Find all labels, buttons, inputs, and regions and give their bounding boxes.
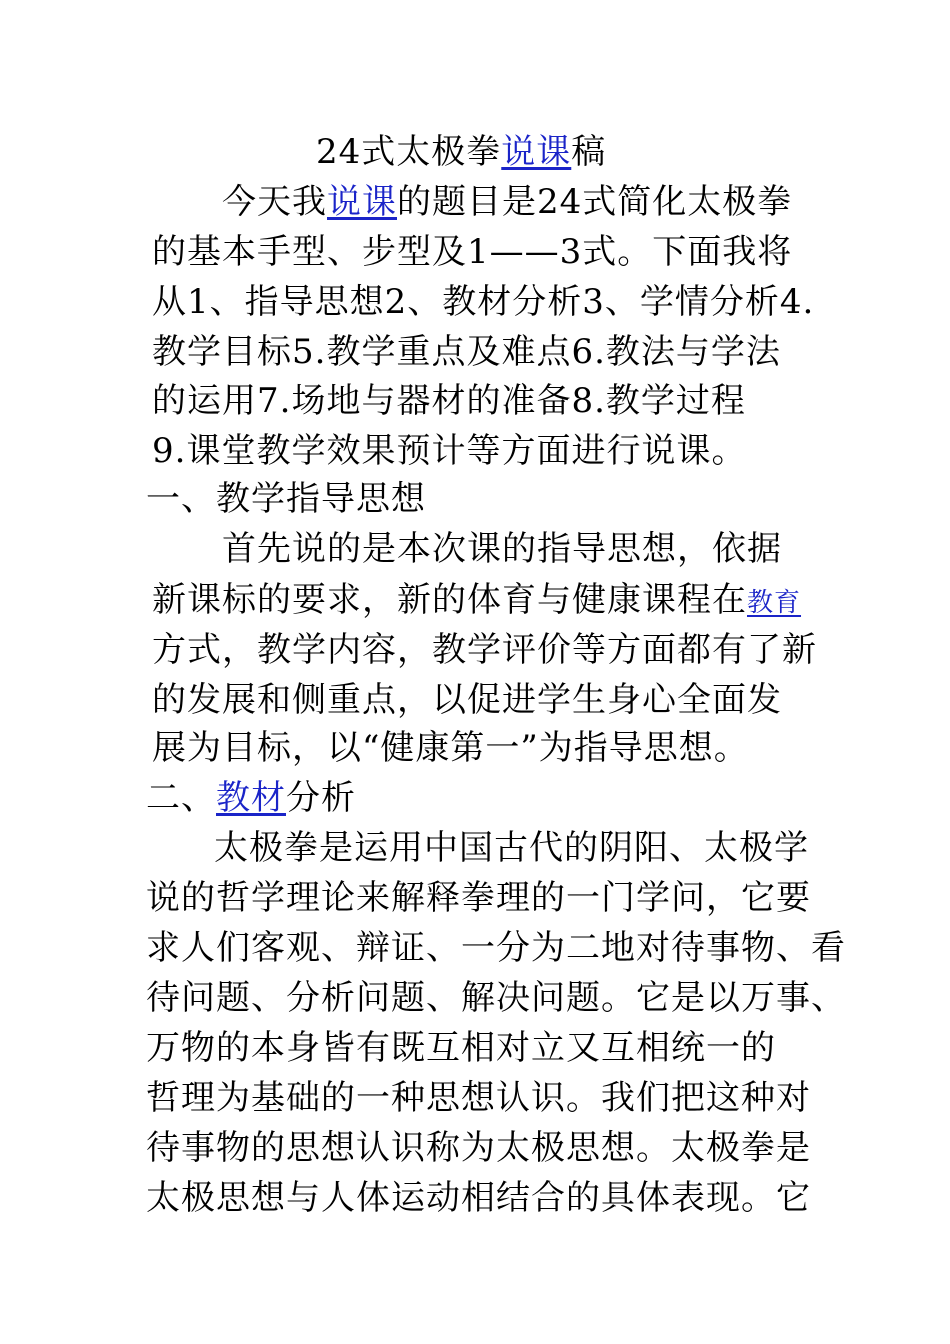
para3-line3: 求人们客观、辩证、一分为二地对待事物、看 <box>146 928 846 968</box>
heading-2: 二、教材分析 <box>146 778 356 818</box>
para1-line3: 从1、指导思想2、教材分析3、学情分析4. <box>152 282 815 322</box>
para1-line4: 教学目标5.教学重点及难点6.教法与学法 <box>152 332 781 372</box>
title-link-shuoke[interactable]: 说课 <box>501 132 572 172</box>
doc-title <box>316 132 606 172</box>
para2-line3: 方式，教学内容，教学评价等方面都有了新 <box>152 630 817 670</box>
para3-line1: 太极拳是运用中国古代的阴阳、太极学 <box>214 828 809 868</box>
heading-1: 一、教学指导思想 <box>146 479 426 519</box>
para3-line4: 待问题、分析问题、解决问题。它是以万事、 <box>146 978 846 1018</box>
para2-line5: 展为目标，以“健康第一”为指导思想。 <box>152 728 749 768</box>
para3-line8: 太极思想与人体运动相结合的具体表现。它 <box>146 1178 811 1218</box>
para3-line5: 万物的本身皆有既互相对立又互相统一的 <box>146 1028 776 1068</box>
para1-line2: 的基本手型、步型及1——3式。下面我将 <box>152 232 793 272</box>
para1-line1: 今天我说课的题目是24式简化太极拳 <box>222 182 793 222</box>
title-text: 24式太极拳 <box>316 132 502 172</box>
title-text-end: 稿 <box>571 132 607 172</box>
link-jiaoyu[interactable]: 教育 <box>747 588 802 618</box>
para1-line5: 的运用7.场地与器材的准备8.教学过程 <box>152 381 746 421</box>
para2-line4: 的发展和侧重点，以促进学生身心全面发 <box>152 680 782 720</box>
para3-line6: 哲理为基础的一种思想认识。我们把这种对 <box>146 1078 811 1118</box>
para3-line2: 说的哲学理论来解释拳理的一门学问，它要 <box>146 878 811 918</box>
link-shuoke[interactable]: 说课 <box>327 182 397 222</box>
para1-line6: 9.课堂教学效果预计等方面进行说课。 <box>152 431 747 471</box>
para2-line2: 新课标的要求，新的体育与健康课程在教育 <box>152 580 802 620</box>
link-jiaocai[interactable]: 教材 <box>216 778 286 818</box>
para2-line1: 首先说的是本次课的指导思想，依据 <box>222 529 782 569</box>
para3-line7: 待事物的思想认识称为太极思想。太极拳是 <box>146 1128 811 1168</box>
